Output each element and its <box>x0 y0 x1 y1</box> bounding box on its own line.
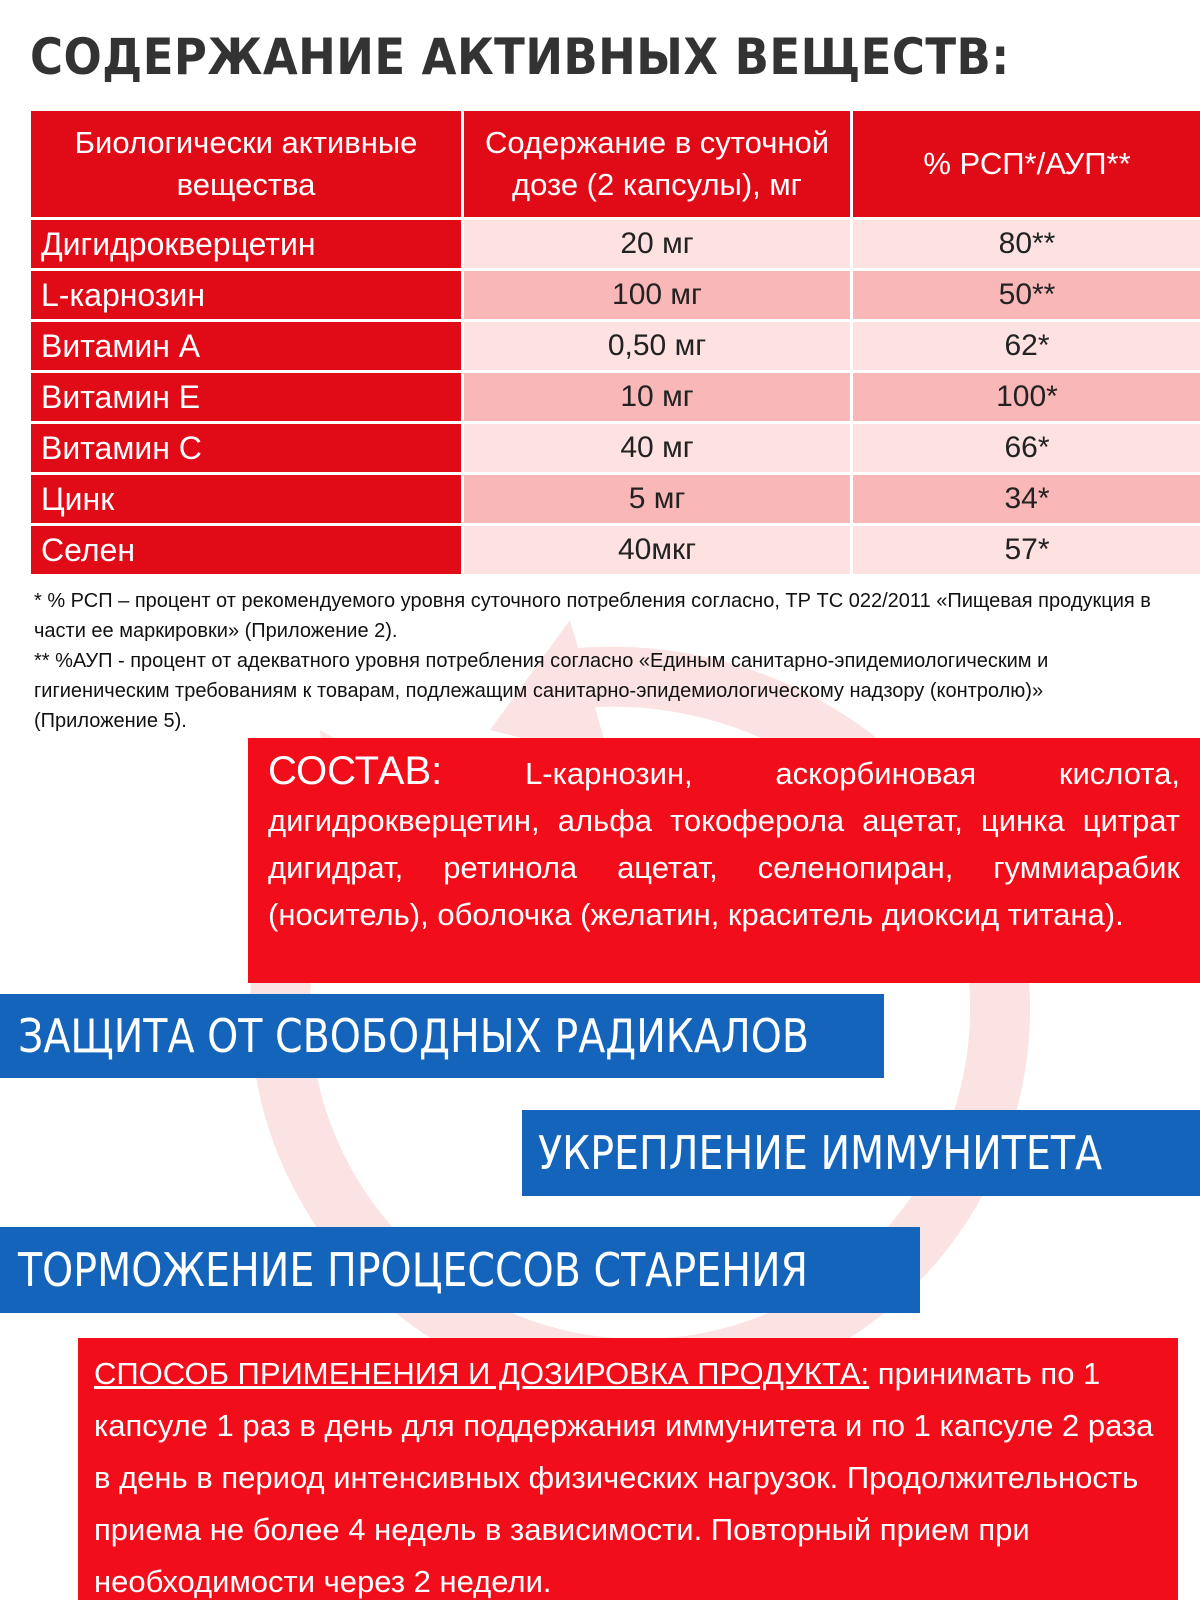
composition-text: L-карнозин, аскорбиновая кислота, дигидрокверцетин, альфа токоферола ацетат, цинка цитрат дигидрат, ретинола ацетат, селенопиран, гуммиарабик (носитель), оболочка (желатин, краситель диоксид титана). <box>268 756 1180 932</box>
banner-text: ЗАЩИТА ОТ СВОБОДНЫХ РАДИКАЛОВ <box>18 1009 809 1063</box>
substance-amount: 10 мг <box>464 373 850 421</box>
substance-percent: 34* <box>853 475 1200 523</box>
table-row <box>31 424 1200 472</box>
footnote-rsp: * % РСП – процент от рекомендуемого уровня суточного потребления согласно, ТР ТС 022/2011 «Пищевая продукция в части ее маркировки» (Приложение 2). <box>34 590 1151 642</box>
nutrients-table <box>28 108 1200 577</box>
header-daily-dose: Содержание в суточной дозе (2 капсулы), мг <box>464 111 850 217</box>
substance-name: L-карнозин <box>31 271 461 319</box>
banner-immunity <box>522 1110 1200 1196</box>
substance-percent: 50** <box>853 271 1200 319</box>
substance-name: Витамин Е <box>31 373 461 421</box>
page-title: СОДЕРЖАНИЕ АКТИВНЫХ ВЕЩЕСТВ: <box>30 28 1010 86</box>
table-row <box>31 475 1200 523</box>
usage-block <box>78 1338 1178 1600</box>
composition-label: СОСТАВ: <box>268 749 443 793</box>
substance-amount: 100 мг <box>464 271 850 319</box>
substance-name: Дигидрокверцетин <box>31 220 461 268</box>
banner-text: ТОРМОЖЕНИЕ ПРОЦЕССОВ СТАРЕНИЯ <box>18 1243 809 1297</box>
substance-name: Витамин А <box>31 322 461 370</box>
substance-name: Цинк <box>31 475 461 523</box>
substance-name: Селен <box>31 526 461 574</box>
table-header-row <box>31 111 1200 217</box>
banner-text: УКРЕПЛЕНИЕ ИММУНИТЕТА <box>538 1126 1103 1180</box>
header-substances: Биологически активные вещества <box>31 111 461 217</box>
composition-block <box>248 738 1200 983</box>
table-row <box>31 220 1200 268</box>
header-percent: % РСП*/АУП** <box>853 111 1200 217</box>
usage-label: СПОСОБ ПРИМЕНЕНИЯ И ДОЗИРОВКА ПРОДУКТА: <box>94 1356 870 1391</box>
footnotes <box>34 586 1164 736</box>
substance-percent: 66* <box>853 424 1200 472</box>
substance-name: Витамин С <box>31 424 461 472</box>
table-row <box>31 271 1200 319</box>
table-row <box>31 373 1200 421</box>
table-row <box>31 322 1200 370</box>
footnote-aup: ** %АУП - процент от адекватного уровня потребления согласно «Единым санитарно-эпидемиологическим и гигиеническим требованиям к товарам, подлежащим санитарно-эпидемиологическому надзору (контролю)» (Приложение 5). <box>34 650 1049 732</box>
table-row <box>31 526 1200 574</box>
substance-amount: 20 мг <box>464 220 850 268</box>
substance-percent: 100* <box>853 373 1200 421</box>
substance-percent: 57* <box>853 526 1200 574</box>
substance-amount: 5 мг <box>464 475 850 523</box>
substance-amount: 0,50 мг <box>464 322 850 370</box>
substance-amount: 40 мг <box>464 424 850 472</box>
substance-percent: 80** <box>853 220 1200 268</box>
substance-percent: 62* <box>853 322 1200 370</box>
substance-amount: 40мкг <box>464 526 850 574</box>
usage-text: принимать по 1 капсуле 1 раз в день для поддержания иммунитета и по 1 капсуле 2 раза в день в период интенсивных физических нагрузок. Продолжительность приема не более 4 недель в зависимости. Повторный прием при необходимости через 2 недели. <box>94 1356 1154 1599</box>
banner-aging <box>0 1227 920 1313</box>
banner-free-radicals <box>0 994 884 1078</box>
